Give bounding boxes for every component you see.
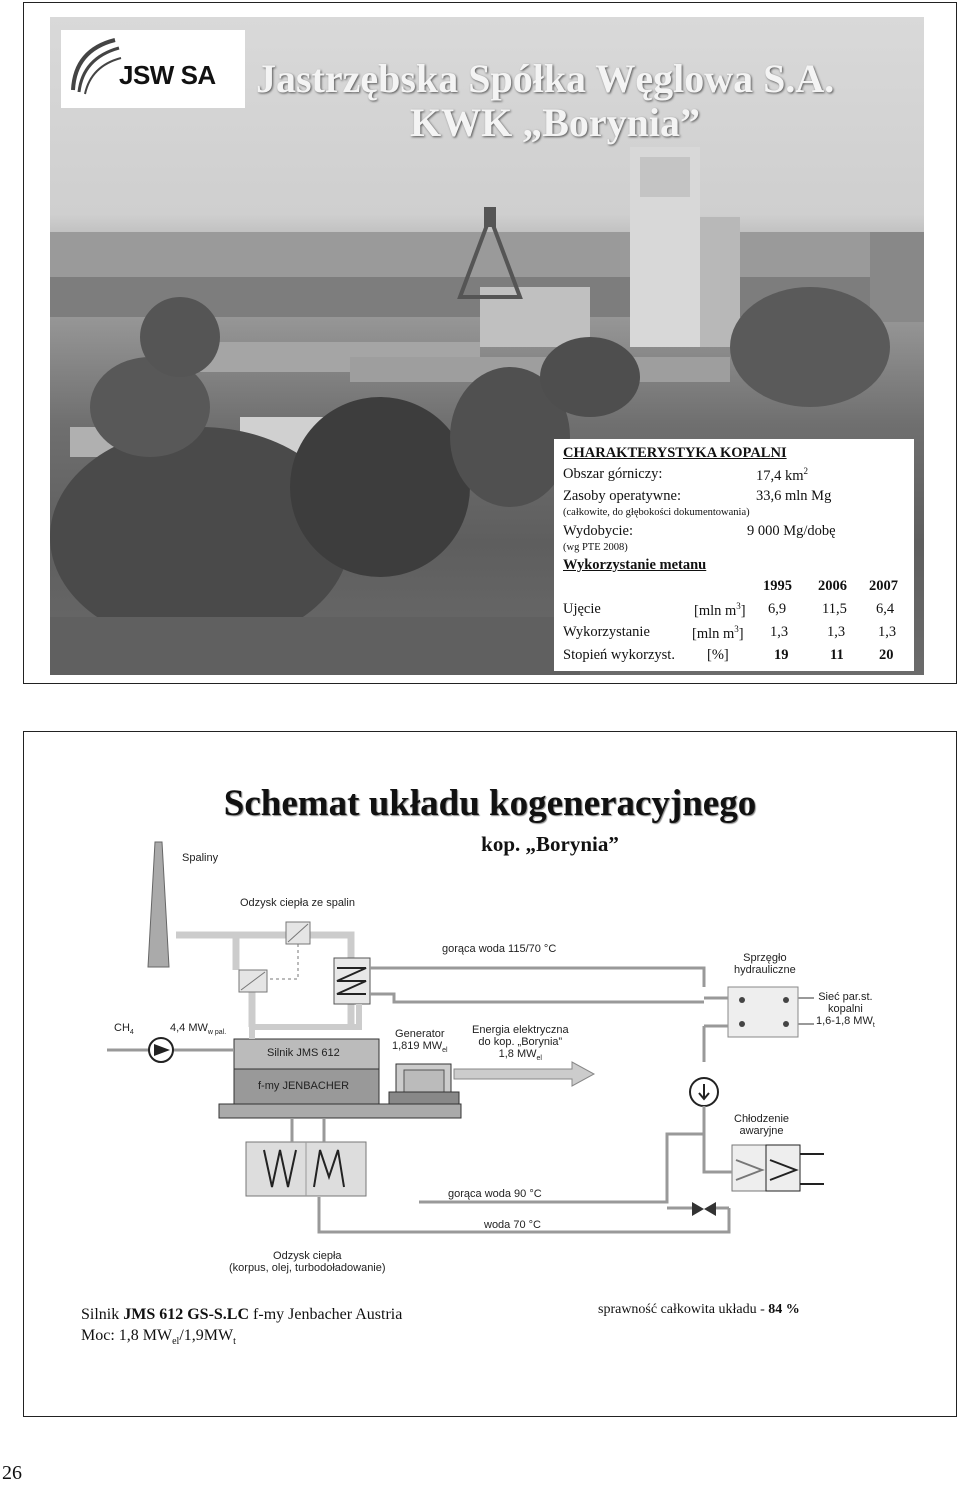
output-label: Wydobycie: [563,523,633,539]
slide-cogeneration-scheme [23,731,957,1417]
jsw-logo-swirl [65,30,125,108]
footer-efficiency: sprawność całkowita układu - 84 % [598,1302,800,1317]
area-value: 17,4 $km^2$ [756,466,809,484]
row-ujecie-1995: 6,9 [768,601,787,617]
emergency-cooling-exchanger-1 [732,1145,766,1191]
label-chlodzenie: Chłodzenie awaryjne [734,1113,790,1137]
output-value: 9 000 Mg/dobę [747,523,836,539]
row-ujecie-2006: 11,5 [822,601,847,617]
footer-engine: Silnik JMS 612 GS-S.LC f-my Jenbacher Austria [81,1306,403,1323]
year-2006: 2006 [818,578,847,594]
label-goraca-woda-90: gorąca woda 90 °C [448,1188,542,1200]
row-ujecie-label: Ujęcie [563,601,601,617]
label-ch4: $CH_4$ [114,1022,134,1037]
row-stopien-2007: 20 [879,647,894,663]
hydraulic-coupler [728,987,798,1037]
label-energia: Energia elektryczna do kop. „Borynia” 1,8 $MW_{el}$ [472,1024,569,1063]
emergency-cooling-exchanger-2 [766,1145,800,1191]
logo-text: JSW SA [119,60,216,90]
scheme-subtitle: kop. „Borynia” [481,832,619,856]
year-1995: 1995 [763,578,792,594]
label-spaliny: Spaliny [182,852,219,864]
label-goraca-woda-115: gorąca woda 115/70 °C [442,943,557,955]
reserves-note: (całkowite, do głębokości dokumentowania) [563,507,750,518]
label-siec: Sieć par.st. kopalni 1,6-1,8 $MW_t$ [816,991,875,1030]
chimney [148,842,169,967]
row-wykorzystanie-1995: 1,3 [770,624,789,640]
row-wykorzystanie-2007: 1,3 [878,624,897,640]
row-wykorzystanie-label: Wykorzystanie [563,624,650,640]
electricity-arrow [454,1062,594,1086]
row-stopien-unit: [%] [707,647,729,663]
row-ujecie-2007: 6,4 [876,601,895,617]
label-sprzeglo: Sprzęgło hydrauliczne [734,952,796,976]
row-stopien-label: Stopień wykorzyst. [563,647,675,663]
label-odzysk-ciepla: Odzysk ciepła (korpus, olej, turbodoładowanie) [229,1250,386,1274]
info-heading: CHARAKTERYSTYKA KOPALNI [563,445,787,461]
label-generator: Generator 1,819 $MW_{el}$ [392,1028,448,1055]
row-stopien-1995: 19 [774,647,789,663]
label-fmy-jenbacher: f-my JENBACHER [258,1080,350,1092]
row-stopien-2006: 11 [830,647,844,663]
footer-power: Moc: 1,8 $MW_{el}/1,9MW_t$ [81,1327,236,1348]
reserves-label: Zasoby operatywne: [563,488,681,504]
three-way-valve [692,1202,716,1216]
label-odzysk-spalin: Odzysk ciepła ze spalin [240,897,355,909]
scheme-title: Schemat układu kogeneracyjnego [223,783,757,824]
output-note: (wg PTE 2008) [563,542,628,553]
hot-water-115-pipe [370,968,704,987]
label-silnik: Silnik JMS 612 [267,1047,340,1059]
area-label: Obszar górniczy: [563,466,663,482]
methane-heading: Wykorzystanie metanu [563,557,707,573]
row-wykorzystanie-unit: [mln $m^3$] [692,624,744,642]
page-number: 26 [2,1462,22,1484]
row-wykorzystanie-2006: 1,3 [827,624,846,640]
row-ujecie-unit: [mln $m^3$] [694,601,746,619]
label-woda-70: woda 70 °C [484,1219,541,1231]
engine-block-base [219,1104,461,1118]
label-mw-pal: 4,4 $MW_{w pal.}$ [170,1022,227,1037]
year-2007: 2007 [869,578,898,594]
slide-mine-overview [23,2,957,684]
jsw-logo [61,30,245,108]
reserves-value: 33,6 mln Mg [756,488,832,504]
company-title: Jastrzębska Spółka Węglowa S.A. [256,56,835,101]
mine-title: KWK „Borynia” [410,100,701,145]
mine-characteristics-box [554,439,914,671]
